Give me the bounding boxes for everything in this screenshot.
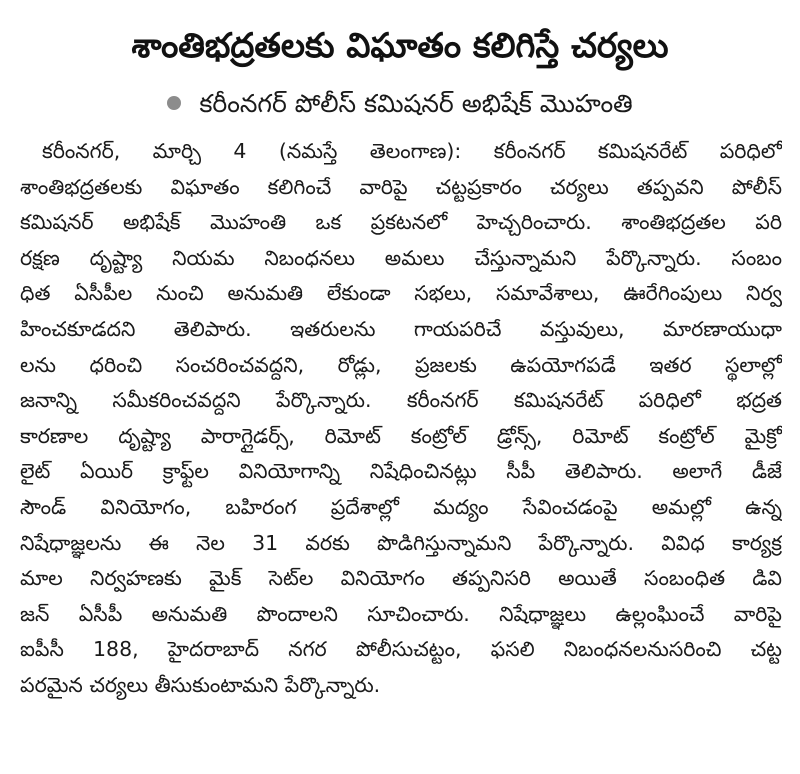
body-line: ధిత ఏసీపీల నుంచి అనుమతి లేకుండా సభలు, సమావేశాలు, ఊరేగింపులు నిర్వ (20, 281, 782, 306)
body-line: కరీంనగర్, మార్చి 4 (నమస్తే తెలంగాణ): కరీంనగర్ కమిషనరేట్ పరిధిలో (42, 139, 782, 163)
article-headline: శాంతిభద్రతలకు విఘాతం కలిగిస్తే చర్యలు (131, 26, 669, 66)
body-line: నిషేధాజ్ఞలను ఈ నెల 31 వరకు పొడిగిస్తున్నామని పేర్కొన్నారు. వివిధ కార్యక్ర (20, 530, 782, 555)
subheadline-text: కరీంనగర్ పోలీస్ కమిషనర్ అభిషేక్ మొహంతి (199, 89, 633, 118)
body-line: లైట్ ఏయిర్ క్రాఫ్ట్‌ల వినియోగాన్ని నిషేధించినట్లు సీపీ తెలిపారు. అలాగే డీజే (20, 459, 782, 484)
article-body (20, 134, 782, 704)
body-line: మాల నిర్వహణకు మైక్ సెట్‌ల వినియోగం తప్పనిసరి అయితే సంబంధిత డివి (20, 566, 782, 591)
article-subheadline (0, 84, 800, 124)
body-line: పరమైన చర్యలు తీసుకుంటామని పేర్కొన్నారు. (20, 672, 381, 697)
body-line: రక్షణ దృష్ట్యా నియమ నిబంధనలు అమలు చేస్తున్నామని పేర్కొన్నారు. సంబం (20, 245, 782, 270)
body-line: లను ధరించి సంచరించవద్దని, రోడ్లు, ప్రజలకు ఉపయోగపడే ఇతర స్థలాల్లో (20, 352, 782, 377)
body-line: కారణాల దృష్ట్యా పారాగ్లైడర్స్, రిమోట్ కంట్రోల్ డ్రోన్స్, రిమోట్ కంట్రోల్ మైక్రో (20, 423, 782, 448)
body-line: సౌండ్ వినియోగం, బహిరంగ ప్రదేశాల్లో మద్యం సేవించడంపై అమల్లో ఉన్న (20, 494, 782, 519)
body-line: ఐపీసీ 188, హైదరాబాద్ నగర పోలీసుచట్టం, ఫసలి నిబంధనలనుసరించి చట్ట (20, 637, 782, 662)
body-line: శాంతిభద్రతలకు విఘాతం కలిగించే వారిపై చట్టప్రకారం చర్యలు తప్పవని పోలీస్ (20, 174, 782, 199)
body-line: హించకూడదని తెలిపారు. ఇతరులను గాయపరిచే వస్తువులు, మారణాయుధా (20, 316, 782, 341)
bullet-icon (167, 96, 181, 110)
body-line: జనాన్ని సమీకరించవద్దని పేర్కొన్నారు. కరీంనగర్ కమిషనరేట్ పరిధిలో భద్రత (20, 388, 782, 413)
body-line: కమిషనర్ అభిషేక్ మొహంతి ఒక ప్రకటనలో హెచ్చరించారు. శాంతిభద్రతల పరి (20, 210, 782, 235)
body-line: జన్ ఏసీపీ అనుమతి పొందాలని సూచించారు. నిషేధాజ్ఞలు ఉల్లంఘించే వారిపై (20, 601, 782, 626)
